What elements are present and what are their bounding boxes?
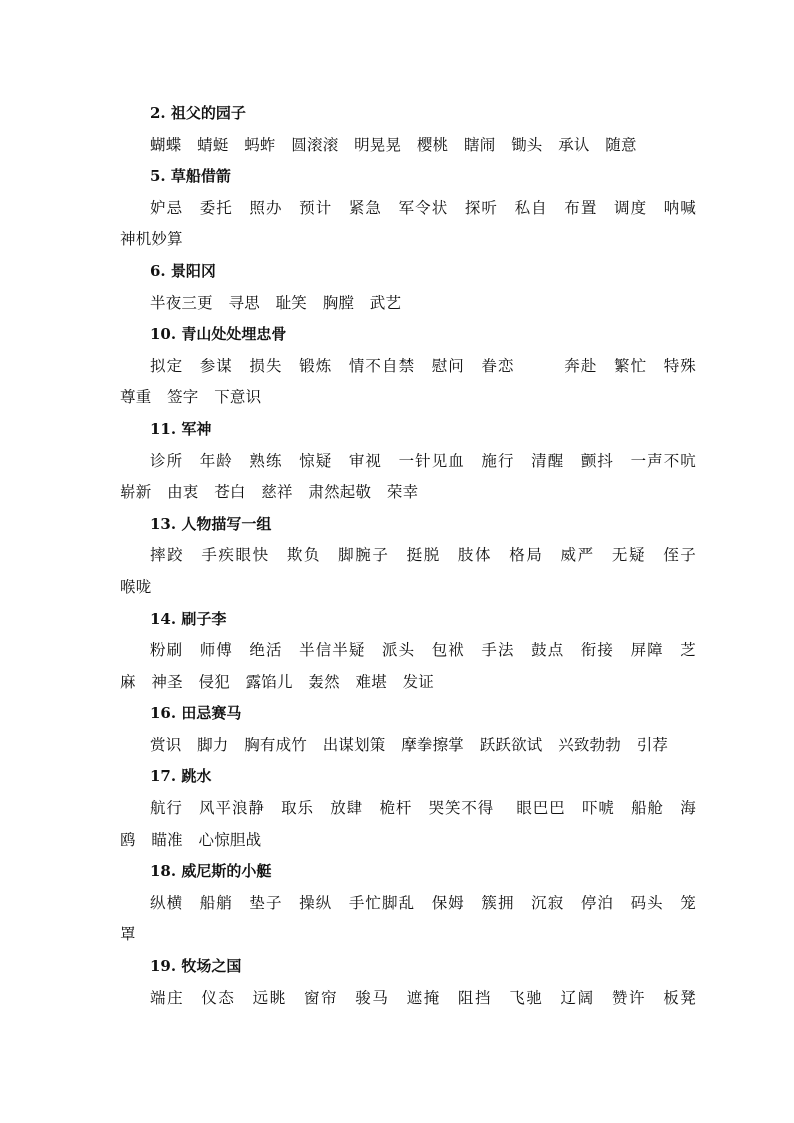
word-line: 半夜三更 寻思 耻笑 胸膛 武艺 (150, 293, 402, 312)
word-line: 蝴蝶 蜻蜓 蚂蚱 圆滚滚 明晃晃 樱桃 瞎闹 锄头 承认 随意 (150, 135, 637, 154)
section-title: 6. 景阳冈 (150, 261, 216, 280)
section-lesson-17 (120, 761, 696, 856)
word-line: 赏识 脚力 胸有成竹 出谋划策 摩拳擦掌 跃跃欲试 兴致勃勃 引荐 (150, 735, 669, 754)
word-line-continued: 尊重 签字 下意识 (120, 388, 262, 407)
word-line: 航行 风平浪静 取乐 放肆 桅杆 哭笑不得 眼巴巴 吓唬 船舱 海 (150, 799, 696, 818)
word-line: 纵横 船艄 垫子 操纵 手忙脚乱 保姆 簇拥 沉寂 停泊 码头 笼 (150, 893, 696, 912)
section-title: 10. 青山处处埋忠骨 (150, 325, 287, 344)
section-title: 14. 刷子李 (150, 609, 227, 628)
section-lesson-14 (120, 604, 696, 699)
word-line-continued: 麻 神圣 侵犯 露馅儿 轰然 难堪 发证 (120, 672, 435, 691)
word-line-continued: 鸥 瞄准 心惊胆战 (120, 830, 262, 849)
word-line-continued: 喉咙 (120, 577, 152, 596)
section-title: 11. 军神 (150, 419, 212, 438)
word-line-continued: 崭新 由衷 苍白 慈祥 肃然起敬 荣幸 (120, 483, 419, 502)
section-lesson-2 (120, 98, 696, 161)
section-lesson-10 (120, 319, 696, 414)
word-line-continued: 罩 (120, 925, 136, 944)
section-title: 18. 威尼斯的小艇 (150, 862, 272, 881)
section-lesson-6 (120, 256, 696, 319)
section-lesson-19 (120, 951, 696, 1014)
word-line: 诊所 年龄 熟练 惊疑 审视 一针见血 施行 清醒 颤抖 一声不吭 (150, 451, 696, 470)
section-lesson-5 (120, 161, 696, 256)
word-line-continued: 神机妙算 (120, 230, 183, 249)
section-lesson-16 (120, 698, 696, 761)
word-line: 拟定 参谋 损失 锻炼 情不自禁 慰问 眷恋 奔赴 繁忙 特殊 (150, 356, 696, 375)
word-line: 端庄 仪态 远眺 窗帘 骏马 遮掩 阻挡 飞驰 辽阔 赞许 板凳 (150, 988, 696, 1007)
section-title: 19. 牧场之国 (150, 957, 242, 976)
section-title: 5. 草船借箭 (150, 167, 231, 186)
section-lesson-13 (120, 509, 696, 604)
section-lesson-18 (120, 856, 696, 951)
word-line: 摔跤 手疾眼快 欺负 脚腕子 挺脱 肢体 格局 威严 无疑 侄子 (150, 546, 696, 565)
section-title: 17. 跳水 (150, 767, 212, 786)
section-title: 13. 人物描写一组 (150, 514, 272, 533)
section-title: 2. 祖父的园子 (150, 104, 246, 122)
section-title: 16. 田忌赛马 (150, 704, 242, 723)
vocabulary-list (120, 98, 696, 1014)
word-line: 妒忌 委托 照办 预计 紧急 军令状 探听 私自 布置 调度 呐喊 (150, 198, 696, 217)
word-line: 粉刷 师傅 绝活 半信半疑 派头 包袱 手法 鼓点 衔接 屏障 芝 (150, 641, 696, 660)
section-lesson-11 (120, 414, 696, 509)
